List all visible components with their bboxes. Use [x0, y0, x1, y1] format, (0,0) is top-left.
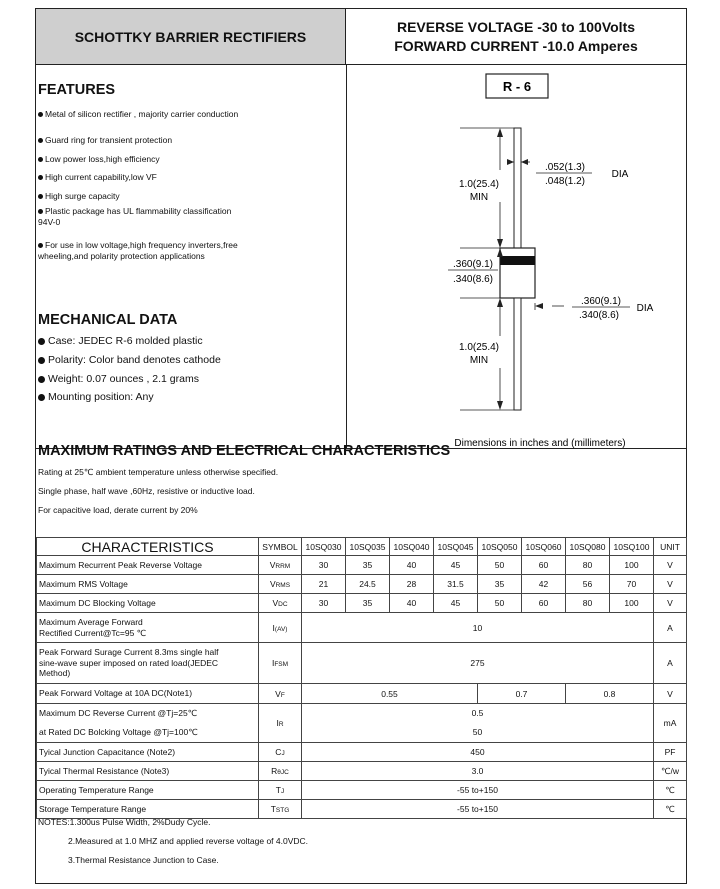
body-length-max: .360(9.1)	[452, 259, 494, 270]
row-value: 45	[434, 594, 478, 613]
feature-item: Low power loss,high efficiency	[38, 154, 338, 165]
header-title: SCHOTTKY BARRIER RECTIFIERS	[74, 28, 307, 45]
symbol-header: SYMBOL	[259, 538, 302, 556]
row-unit: ℃	[654, 781, 687, 800]
row-unit: mA	[654, 704, 687, 743]
cathode-band	[500, 256, 535, 265]
row-label: Tyical Junction Capacitance (Note2)	[37, 743, 259, 762]
table-row-tj	[37, 781, 687, 800]
row-value: 21	[302, 575, 346, 594]
row-value: 60	[522, 594, 566, 613]
part-header: 10SQ045	[434, 538, 478, 556]
note-1: NOTES:1.300us Pulse Width, 2%Dudy Cycle.	[38, 817, 211, 827]
row-value: -55 to+150	[302, 800, 654, 819]
arrow-right-icon	[507, 159, 514, 165]
row-value: 30	[302, 594, 346, 613]
row-value: 35	[346, 556, 390, 575]
part-header: 10SQ035	[346, 538, 390, 556]
feature-item: Guard ring for transient protection	[38, 135, 338, 146]
row-value: 40	[390, 556, 434, 575]
row-unit: V	[654, 575, 687, 594]
package-outline-drawing	[348, 66, 686, 448]
arrow-down-icon	[497, 239, 503, 248]
bullet-icon	[38, 209, 43, 214]
row-value: 35	[346, 594, 390, 613]
note-2: 2.Measured at 1.0 MHZ and applied reverse voltage of 4.0VDC.	[68, 836, 309, 846]
header-title-cell	[36, 9, 346, 65]
row-value: 28	[390, 575, 434, 594]
bullet-icon	[38, 175, 43, 180]
dimensions-caption: Dimensions in inches and (millimeters)	[454, 438, 626, 448]
row-label: Peak Forward Voltage at 10A DC(Note1)	[37, 684, 259, 704]
body-dia-label: DIA	[636, 303, 654, 314]
row-label: Maximum RMS Voltage	[37, 575, 259, 594]
body-dia-min: .340(8.6)	[578, 310, 620, 321]
part-header: 10SQ060	[522, 538, 566, 556]
row-unit: V	[654, 556, 687, 575]
row-value: 45	[434, 556, 478, 575]
row-value: 100	[610, 556, 654, 575]
bottom-lead-length: 1.0(25.4)	[458, 342, 500, 353]
mechanical-item: Polarity: Color band denotes cathode	[38, 354, 338, 366]
row-unit: ℃/w	[654, 762, 687, 781]
row-symbol: VRMS	[259, 575, 302, 594]
row-label: Maximum DC Reverse Current @Tj=25℃ at Rated DC Bolcking Voltage @Tj=100℃	[37, 704, 259, 743]
table-row-vrrm	[37, 556, 687, 575]
diode-body	[500, 248, 535, 298]
part-header: 10SQ050	[478, 538, 522, 556]
row-symbol: I(AV)	[259, 613, 302, 643]
body-dia-max: .360(9.1)	[580, 296, 622, 307]
row-symbol: CJ	[259, 743, 302, 762]
row-value: 80	[566, 556, 610, 575]
header-ratings-cell	[346, 9, 686, 65]
row-unit: V	[654, 684, 687, 704]
row-symbol: TJ	[259, 781, 302, 800]
arrow-left-icon	[535, 303, 543, 309]
feature-item: High surge capacity	[38, 191, 338, 202]
row-value: 24.5	[346, 575, 390, 594]
table-row-tstg	[37, 800, 687, 819]
features-heading: FEATURES	[38, 82, 116, 98]
table-row-cj	[37, 743, 687, 762]
note-3: 3.Thermal Resistance Junction to Case.	[68, 855, 219, 865]
row-unit: PF	[654, 743, 687, 762]
row-value: 10	[302, 613, 654, 643]
feature-item: High current capability,low VF	[38, 172, 338, 183]
lead-dia-max: .052(1.3)	[544, 162, 586, 173]
table-row-ifsm	[37, 643, 687, 684]
characteristics-header: CHARACTERISTICS	[37, 538, 259, 556]
row-unit: A	[654, 613, 687, 643]
row-value: 80	[566, 594, 610, 613]
row-label: Maximum Average Forward Rectified Current@Tc=95 ℃	[37, 613, 259, 643]
row-value: 60	[522, 556, 566, 575]
row-value: -55 to+150	[302, 781, 654, 800]
mechanical-heading: MECHANICAL DATA	[38, 312, 178, 328]
bottom-lead-min: MIN	[469, 355, 489, 366]
row-value: 30	[302, 556, 346, 575]
row-symbol: VRRM	[259, 556, 302, 575]
bullet-icon	[38, 157, 43, 162]
row-value: 42	[522, 575, 566, 594]
bullet-icon	[38, 138, 43, 143]
row-symbol: VF	[259, 684, 302, 704]
rating-condition: Single phase, half wave ,60Hz, resistive or inductive load.	[38, 486, 255, 496]
bullet-icon	[38, 338, 45, 345]
part-header: 10SQ080	[566, 538, 610, 556]
ratings-heading: MAXIMUM RATINGS AND ELECTRICAL CHARACTERISTICS	[38, 443, 451, 459]
mechanical-item: Case: JEDEC R-6 molded plastic	[38, 335, 338, 347]
row-value: 31.5	[434, 575, 478, 594]
arrow-down-icon	[497, 401, 503, 410]
feature-item: Plastic package has UL flammability classification 94V-0	[38, 206, 232, 227]
row-value: 0.8	[566, 684, 654, 704]
bullet-icon	[38, 112, 43, 117]
row-value: 100	[610, 594, 654, 613]
feature-item: Metal of silicon rectifier , majority carrier conduction	[38, 109, 338, 120]
top-lead-length: 1.0(25.4)	[458, 179, 500, 190]
row-value: 50	[478, 556, 522, 575]
vertical-divider	[346, 65, 347, 448]
header-forward-current: FORWARD CURRENT -10.0 Amperes	[394, 37, 638, 54]
bullet-icon	[38, 376, 45, 383]
row-label: Tyical Thermal Resistance (Note3)	[37, 762, 259, 781]
bullet-icon	[38, 194, 43, 199]
row-value: 50	[478, 594, 522, 613]
arrow-left-icon	[521, 159, 528, 165]
row-symbol: IFSM	[259, 643, 302, 684]
table-row-vf	[37, 684, 687, 704]
package-name: R - 6	[502, 79, 532, 94]
row-label: Storage Temperature Range	[37, 800, 259, 819]
row-symbol: TSTG	[259, 800, 302, 819]
top-lead	[514, 128, 521, 248]
top-lead-min: MIN	[469, 192, 489, 203]
lead-dia-min: .048(1.2)	[544, 176, 586, 187]
feature-item: For use in low voltage,high frequency inverters,free wheeling,and polarity protection applications	[38, 240, 238, 261]
characteristics-table	[36, 537, 687, 819]
table-row-vdc	[37, 594, 687, 613]
row-value: 3.0	[302, 762, 654, 781]
row-unit: A	[654, 643, 687, 684]
arrow-up-icon	[497, 128, 503, 137]
mechanical-item: Mounting position: Any	[38, 391, 338, 403]
part-header: 10SQ030	[302, 538, 346, 556]
table-row-ir	[37, 704, 687, 743]
bullet-icon	[38, 357, 45, 364]
row-value: 35	[478, 575, 522, 594]
part-header: 10SQ100	[610, 538, 654, 556]
bullet-icon	[38, 394, 45, 401]
body-length-min: .340(8.6)	[452, 274, 494, 285]
bullet-icon	[38, 243, 43, 248]
table-row-iav	[37, 613, 687, 643]
row-value: 0.5 50	[302, 704, 654, 743]
row-label: Operating Temperature Range	[37, 781, 259, 800]
row-symbol: VDC	[259, 594, 302, 613]
table-row-rth	[37, 762, 687, 781]
table-row-vrms	[37, 575, 687, 594]
row-label: Maximum DC Blocking Voltage	[37, 594, 259, 613]
row-label: Peak Forward Surage Current 8.3ms single half sine-wave super imposed on rated load(JEDEC Method)	[37, 643, 259, 684]
arrow-up-icon	[497, 298, 503, 307]
part-header: 10SQ040	[390, 538, 434, 556]
row-value: 450	[302, 743, 654, 762]
row-value: 70	[610, 575, 654, 594]
row-symbol: RθJC	[259, 762, 302, 781]
table-header-row	[37, 538, 687, 556]
rating-condition: Rating at 25℃ ambient temperature unless otherwise specified.	[38, 467, 279, 477]
row-unit: V	[654, 594, 687, 613]
row-unit: ℃	[654, 800, 687, 819]
row-label: Maximum Recurrent Peak Reverse Voltage	[37, 556, 259, 575]
row-symbol: IR	[259, 704, 302, 743]
bottom-lead	[514, 298, 521, 410]
mechanical-item: Weight: 0.07 ounces , 2.1 grams	[38, 373, 338, 385]
row-value: 40	[390, 594, 434, 613]
unit-header: UNIT	[654, 538, 687, 556]
datasheet-frame	[35, 8, 687, 884]
row-value: 56	[566, 575, 610, 594]
row-value: 0.55	[302, 684, 478, 704]
lead-dia-label: DIA	[611, 169, 629, 180]
row-value: 0.7	[478, 684, 566, 704]
rating-condition: For capacitive load, derate current by 20%	[38, 505, 198, 515]
row-value: 275	[302, 643, 654, 684]
header-reverse-voltage: REVERSE VOLTAGE -30 to 100Volts	[396, 18, 636, 35]
